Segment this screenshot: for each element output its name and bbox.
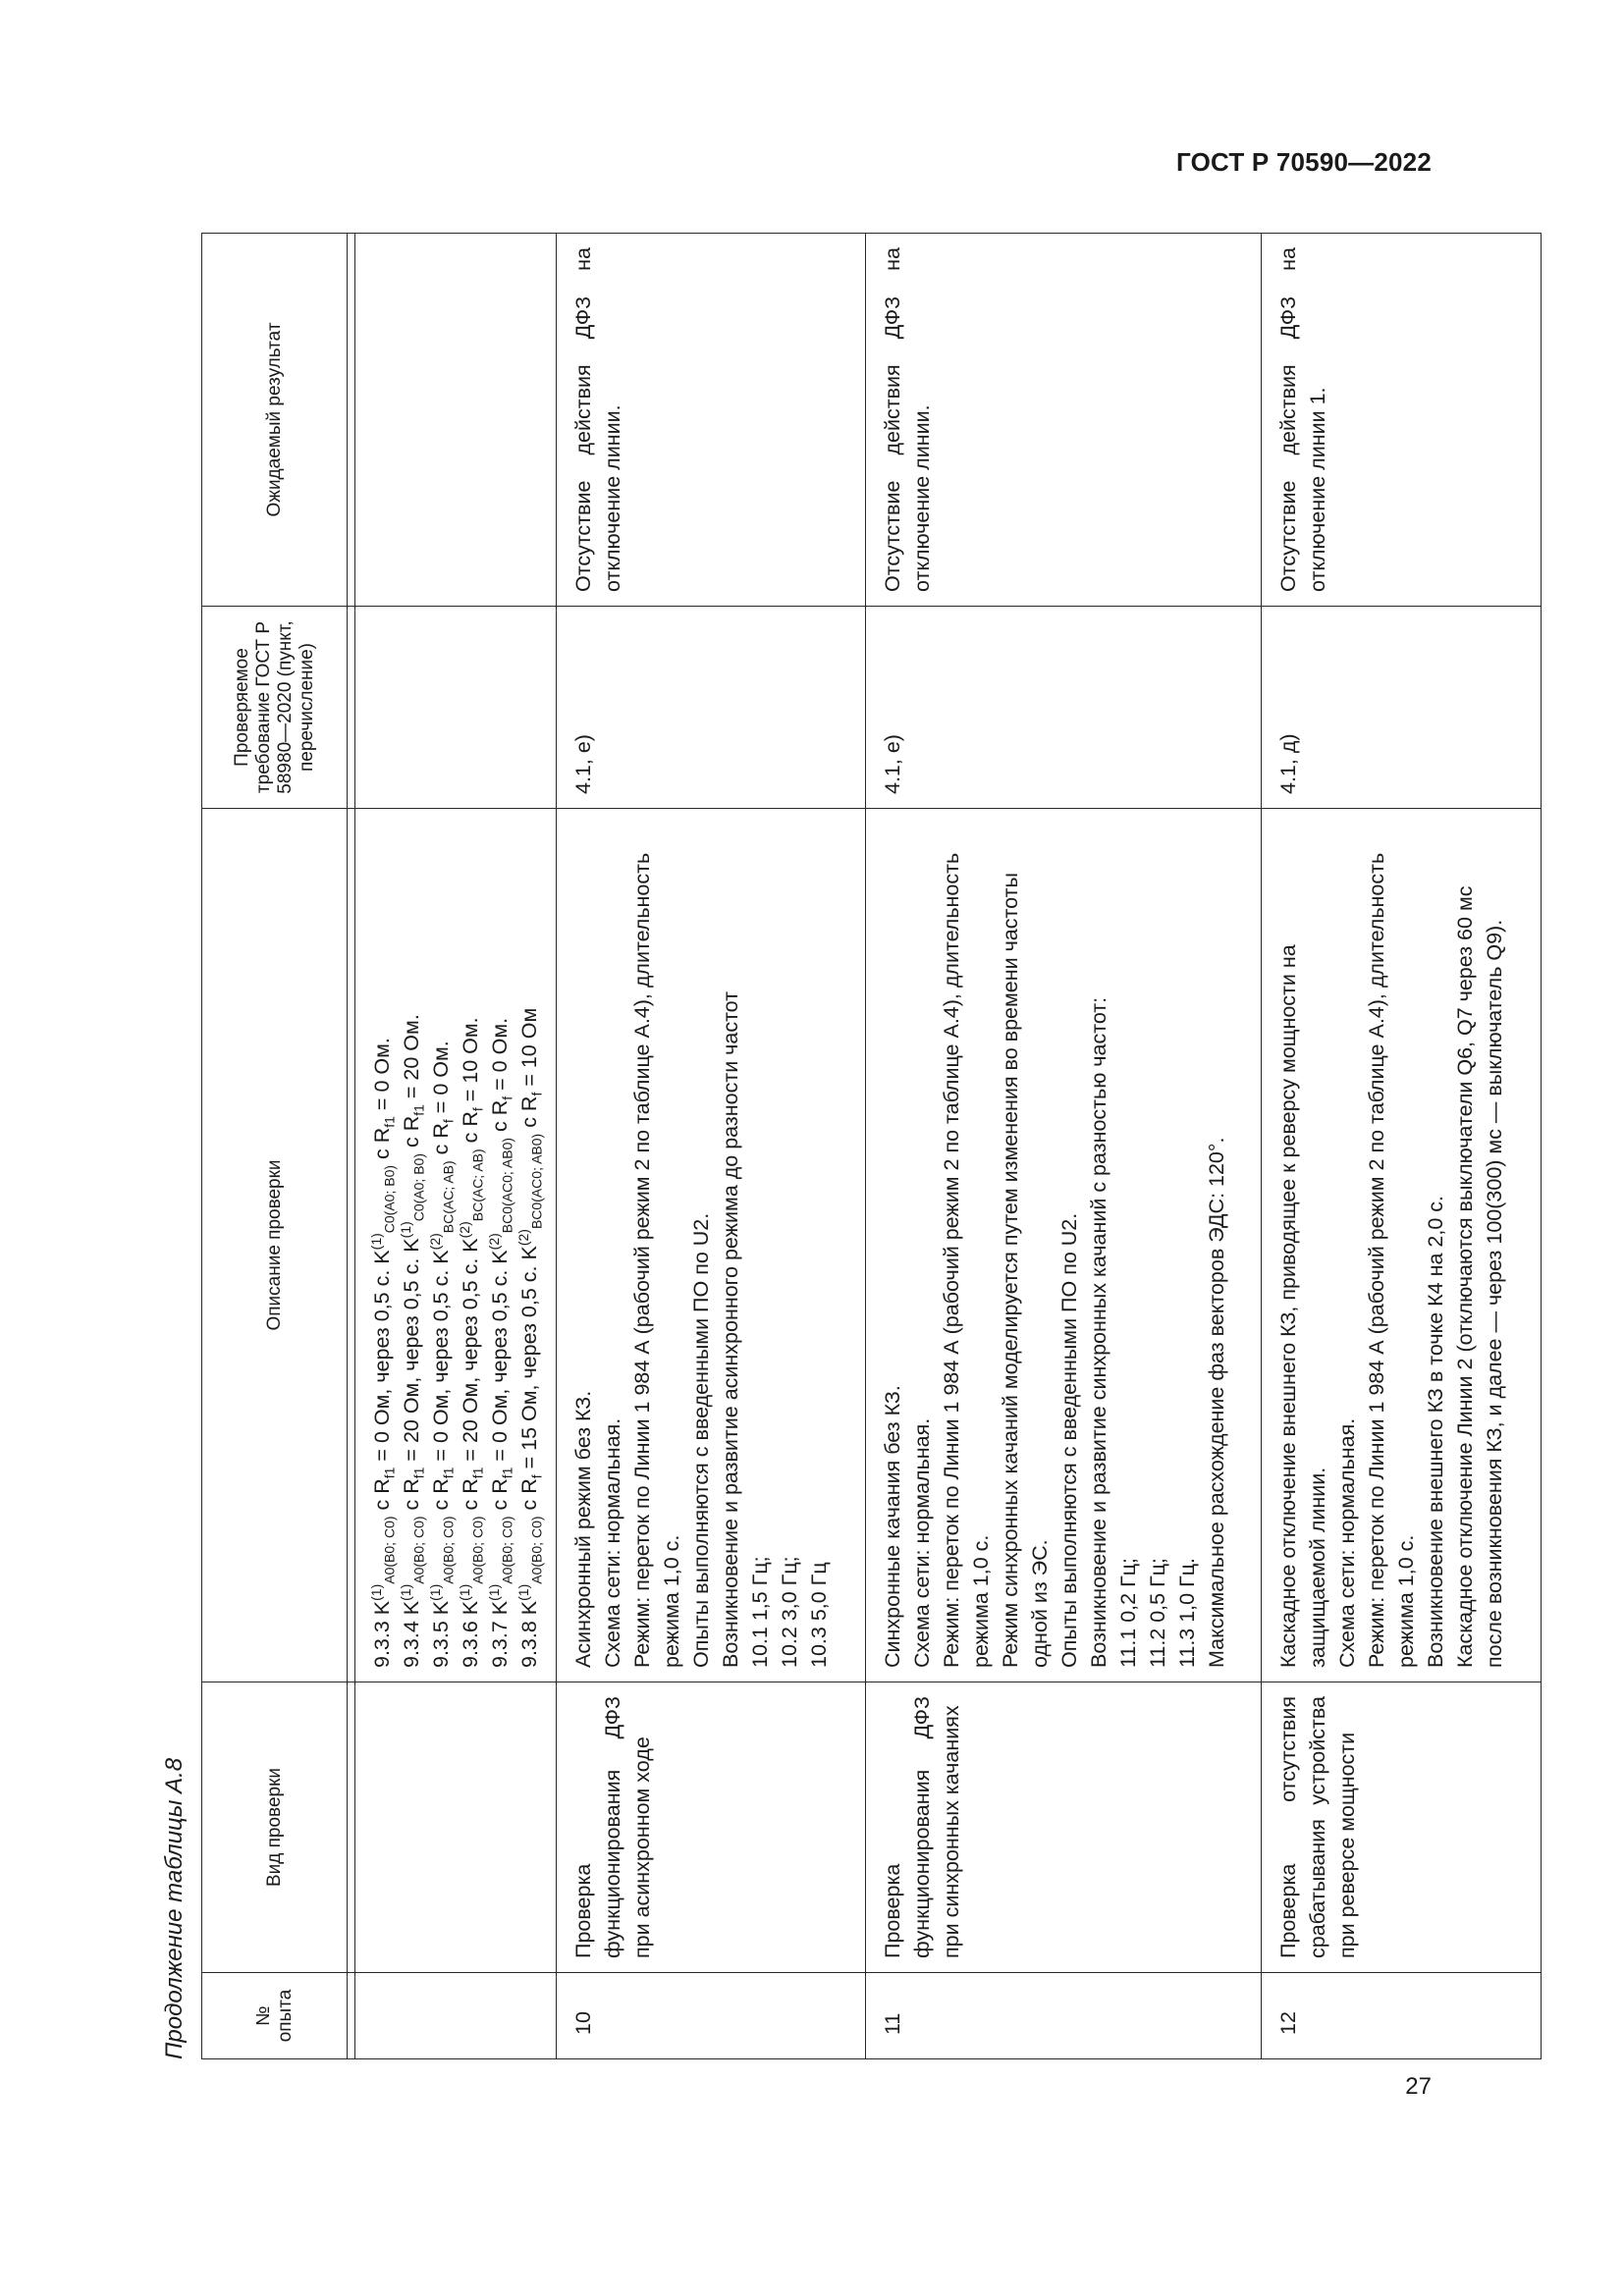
formula-text: 9.3.4 K [400, 1600, 423, 1668]
col-header-result: Ожидаемый результат [202, 234, 348, 607]
formula-text: с R [488, 1478, 512, 1517]
formula-superscript: (2) [514, 1229, 531, 1247]
table-row [866, 234, 1262, 2059]
formula-text: = 10 Ом [517, 1007, 541, 1093]
formula-text: 9.3.8 K [517, 1600, 541, 1668]
formula-superscript: (1) [456, 1583, 472, 1601]
formula-text: = 10 Ом. [459, 1017, 482, 1108]
desc-line: 10.2 3,0 Гц; [778, 1556, 801, 1668]
formula-line [485, 823, 514, 1668]
formula-subscript: A0(B0; C0) [410, 1516, 427, 1584]
desc-line: Возникновение внешнего КЗ в точке К4 на 2,0 с. [1424, 1196, 1447, 1668]
formula-superscript: (1) [485, 1583, 502, 1601]
formula-subscript: f1 [440, 1467, 457, 1479]
desc-line: Возникновение и развитие синхронных качаний с разностью частот: [1087, 996, 1110, 1668]
cell-num: 12 [1262, 1973, 1542, 2059]
cell-req: 4.1, е) [557, 607, 866, 809]
formula-text: с R [488, 1099, 512, 1138]
formula-line [514, 823, 544, 1668]
formula-text: = 20 Ом, через 0,5 с. K [459, 1238, 482, 1468]
desc-line: Синхронные качания без КЗ. [881, 1385, 904, 1668]
cell-desc [557, 809, 866, 1682]
formula-subscript: f [440, 1119, 457, 1124]
test-table [201, 233, 1542, 2059]
formula-subscript: A0(B0; C0) [440, 1516, 457, 1584]
formula-subscript: f1 [499, 1467, 515, 1479]
formula-text: 9.3.7 K [488, 1600, 512, 1668]
document-code: ГОСТ Р 70590—2022 [1176, 147, 1432, 177]
desc-line: Каскадное отключение Линии 2 (отключаются выключатели Q6, Q7 через 60 мс после возникновения КЗ, и далее — через 100(300) мс — выключатель Q9). [1453, 885, 1506, 1668]
cell-num [355, 1973, 557, 2059]
formula-line [456, 823, 485, 1668]
formula-subscript: BC0(AC0; AB0) [528, 1133, 545, 1230]
cell-type: Проверка функционирования ДФЗ при асинхронном ходе [557, 1682, 866, 1973]
formula-subscript: BC(AC; AB) [469, 1148, 486, 1222]
desc-line: 11.2 0,5 Гц; [1146, 1557, 1169, 1668]
cell-result: Отсутствие действия ДФЗ на отключение линии. [866, 234, 1262, 607]
desc-line: Возникновение и развитие асинхронного режима до разности частот [719, 990, 742, 1668]
formula-superscript: (2) [456, 1221, 472, 1239]
formula-subscript: A0(B0; C0) [528, 1516, 545, 1584]
formula-text: 9.3.5 K [429, 1600, 453, 1668]
rotated-table-block [154, 234, 1506, 2059]
table-row [1262, 234, 1542, 2059]
desc-line: Асинхронный режим без КЗ. [571, 1390, 595, 1668]
cell-type: Проверка отсутствия срабатывания устройства при реверсе мощности [1262, 1682, 1542, 1973]
formula-text: с R [370, 1478, 394, 1517]
cell-desc [866, 809, 1262, 1682]
desc-line: Схема сети: нормальная. [1335, 1417, 1359, 1668]
formula-subscript: f [469, 1107, 486, 1112]
formula-superscript: (1) [514, 1583, 531, 1601]
formula-text: с R [459, 1478, 482, 1517]
table-row [355, 234, 557, 2059]
formula-text: = 0 Ом, через 0,5 с. K [370, 1250, 394, 1468]
desc-line: Режим синхронных качаний моделируется путем изменения во времени частоты одной из ЭС. [999, 873, 1052, 1668]
cell-result: Отсутствие действия ДФЗ на отключение линии. [557, 234, 866, 607]
formula-subscript: f [528, 1474, 545, 1479]
formula-text: с R [429, 1123, 453, 1161]
formula-text: с R [459, 1111, 482, 1149]
col-header-req: Проверяемое требование ГОСТ Р 58980—2020 (пункт, перечисление) [202, 607, 348, 809]
formula-text: = 0 Ом, через 0,5 с. K [488, 1250, 512, 1468]
formula-text: с R [517, 1478, 541, 1517]
formula-line [367, 823, 397, 1668]
formula-text: = 20 Ом. [400, 1014, 423, 1105]
formula-text: = 20 Ом, через 0,5 с. K [400, 1238, 423, 1468]
formula-superscript: (1) [397, 1583, 413, 1601]
formula-text: = 0 Ом. [429, 1041, 453, 1120]
desc-line: Максимальное расхождение фаз векторов ЭДС: 120°. [1205, 1137, 1228, 1668]
formula-text: с R [400, 1115, 423, 1153]
desc-line: 10.3 5,0 Гц [807, 1562, 831, 1668]
formula-line [397, 823, 426, 1668]
formula-subscript: A0(B0; C0) [499, 1516, 515, 1584]
cell-req: 4.1, е) [866, 607, 1262, 809]
formula-subscript: f1 [381, 1116, 398, 1128]
formula-superscript: (2) [426, 1233, 443, 1251]
formula-subscript: f1 [410, 1104, 427, 1116]
formula-subscript: BC0(AC0; AB0) [499, 1137, 515, 1234]
formula-subscript: f [499, 1095, 515, 1100]
formula-line [426, 823, 456, 1668]
cell-result: Отсутствие действия ДФЗ на отключение линии 1. [1262, 234, 1542, 607]
table-caption: Продолжение таблицы А.8 [161, 1757, 188, 2059]
desc-line: 11.1 0,2 Гц; [1116, 1557, 1140, 1668]
formula-superscript: (1) [367, 1583, 384, 1601]
formula-text: с R [517, 1095, 541, 1134]
cell-num: 10 [557, 1973, 866, 2059]
desc-line: 10.1 1,5 Гц; [748, 1556, 772, 1668]
formula-text: с R [400, 1478, 423, 1517]
desc-line: Каскадное отключение внешнего КЗ, приводящее к реверсу мощности на защищаемой линии. [1276, 944, 1329, 1668]
formula-text: 9.3.6 K [459, 1600, 482, 1668]
formula-text: = 0 Ом, через 0,5 с. K [429, 1250, 453, 1468]
desc-line: Режим: переток по Линии 1 984 А (рабочий режим 2 по таблице А.4), длительность режима 1,0 с. [940, 852, 993, 1668]
desc-line: Схема сети: нормальная. [601, 1417, 624, 1668]
formula-subscript: A0(B0; C0) [469, 1516, 486, 1584]
page-number: 27 [1405, 2073, 1432, 2100]
header-separator [348, 234, 355, 2059]
cell-num: 11 [866, 1973, 1262, 2059]
cell-desc [355, 809, 557, 1682]
formula-text: с R [370, 1127, 394, 1165]
col-header-type: Вид проверки [202, 1682, 348, 1973]
formula-superscript: (1) [397, 1221, 413, 1239]
cell-type: Проверка функционирования ДФЗ при синхронных качаниях [866, 1682, 1262, 1973]
formula-superscript: (1) [426, 1583, 443, 1601]
formula-subscript: C0(A0; B0) [410, 1153, 427, 1222]
cell-desc [1262, 809, 1542, 1682]
cell-type [355, 1682, 557, 1973]
formula-subscript: f1 [381, 1467, 398, 1479]
formula-superscript: (1) [367, 1233, 384, 1251]
formula-subscript: f1 [410, 1467, 427, 1479]
formula-subscript: A0(B0; C0) [381, 1516, 398, 1584]
col-header-desc: Описание проверки [202, 809, 348, 1682]
formula-text: = 0 Ом. [488, 1017, 512, 1096]
table-row [557, 234, 866, 2059]
formula-text: 9.3.3 K [370, 1600, 394, 1668]
col-header-num: № опыта [202, 1973, 348, 2059]
cell-req: 4.1, д) [1262, 607, 1542, 809]
desc-line: Режим: переток по Линии 1 984 А (рабочий режим 2 по таблице А.4), длительность режима 1,0 с. [630, 852, 683, 1668]
cell-req [355, 607, 557, 809]
formula-text: = 0 Ом. [370, 1038, 394, 1117]
formula-superscript: (2) [485, 1233, 502, 1251]
formula-subscript: BC(AC; AB) [440, 1160, 457, 1234]
formula-subscript: f1 [469, 1467, 486, 1479]
desc-line: Схема сети: нормальная. [910, 1417, 934, 1668]
formula-subscript: C0(A0; B0) [381, 1164, 398, 1234]
desc-line: 11.3 1,0 Гц. [1175, 1557, 1199, 1668]
formula-subscript: f [528, 1092, 545, 1096]
cell-result [355, 234, 557, 607]
desc-line: Режим: переток по Линии 1 984 А (рабочий режим 2 по таблице А.4), длительность режима 1,0 с. [1365, 852, 1418, 1668]
desc-line: Опыты выполняются с введенными ПО по U2. [689, 1212, 713, 1668]
formula-text: = 15 Ом, через 0,5 с. K [517, 1246, 541, 1475]
formula-text: с R [429, 1478, 453, 1517]
table-header-row [202, 234, 348, 2059]
desc-line: Опыты выполняются с введенными ПО по U2. [1057, 1212, 1081, 1668]
